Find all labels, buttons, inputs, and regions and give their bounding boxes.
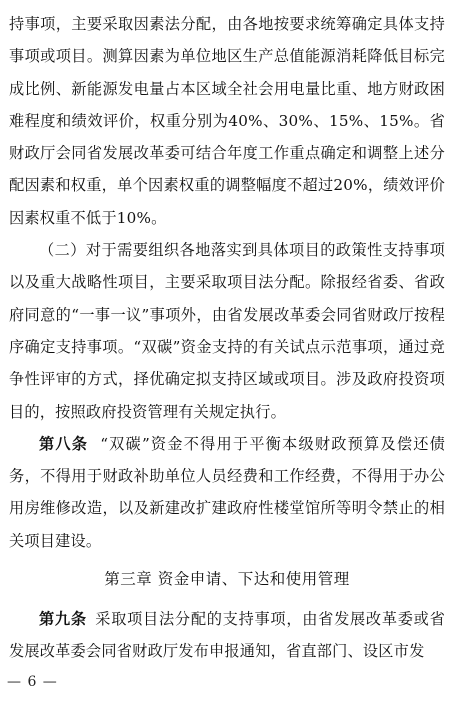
page-number: — 6 — xyxy=(7,674,58,690)
paragraph-text: （二）对于需要组织各地落实到具体项目的政策性支持事项以及重大战略性项目，主要采取项目法分配。除报经省委、省政府同意的“一事一议”事项外，由省发展改革委会同省财政厅按程序确定支持事项。“双碳”资金支持的有关试点示范事项，通过竞争性评审的方式，择优确定拟支持区域或项目。涉及政府投资项目的，按照政府投资管理有关规定执行。 xyxy=(9,241,445,421)
article-heading: 第九条 xyxy=(39,610,87,629)
article-9 xyxy=(9,603,445,668)
chapter-title: 第三章 资金申请、下达和使用管理 xyxy=(104,570,350,589)
article-heading: 第八条 xyxy=(39,434,89,453)
paragraph-continued xyxy=(9,8,445,234)
article-8 xyxy=(9,428,445,557)
paragraph-clause-2 xyxy=(9,234,445,428)
document-page xyxy=(9,8,445,668)
paragraph-text: “双碳”资金不得用于平衡本级财政预算及偿还债务，不得用于财政补助单位人员经费和工作经费，不得用于办公用房维修改造，以及新建改扩建政府性楼堂馆所等明令禁止的相关项目建设。 xyxy=(9,434,445,550)
paragraph-text: 持事项，主要采取因素法分配，由各地按要求统筹确定具体支持事项或项目。测算因素为单位地区生产总值能源消耗降低目标完成比例、新能源发电量占本区域全社会用电量比重、地方财政困难程度和绩效评价，权重分别为40%、30%、15%、15%。省财政厅会同省发展改革委可结合年度工作重点确定和调整上述分配因素和权重，单个因素权重的调整幅度不超过20%，绩效评价因素权重不低于10%。 xyxy=(9,15,445,227)
paragraph-text: 采取项目法分配的支持事项，由省发展改革委或省发展改革委会同省财政厅发布申报通知，省直部门、设区市发 xyxy=(9,610,445,661)
